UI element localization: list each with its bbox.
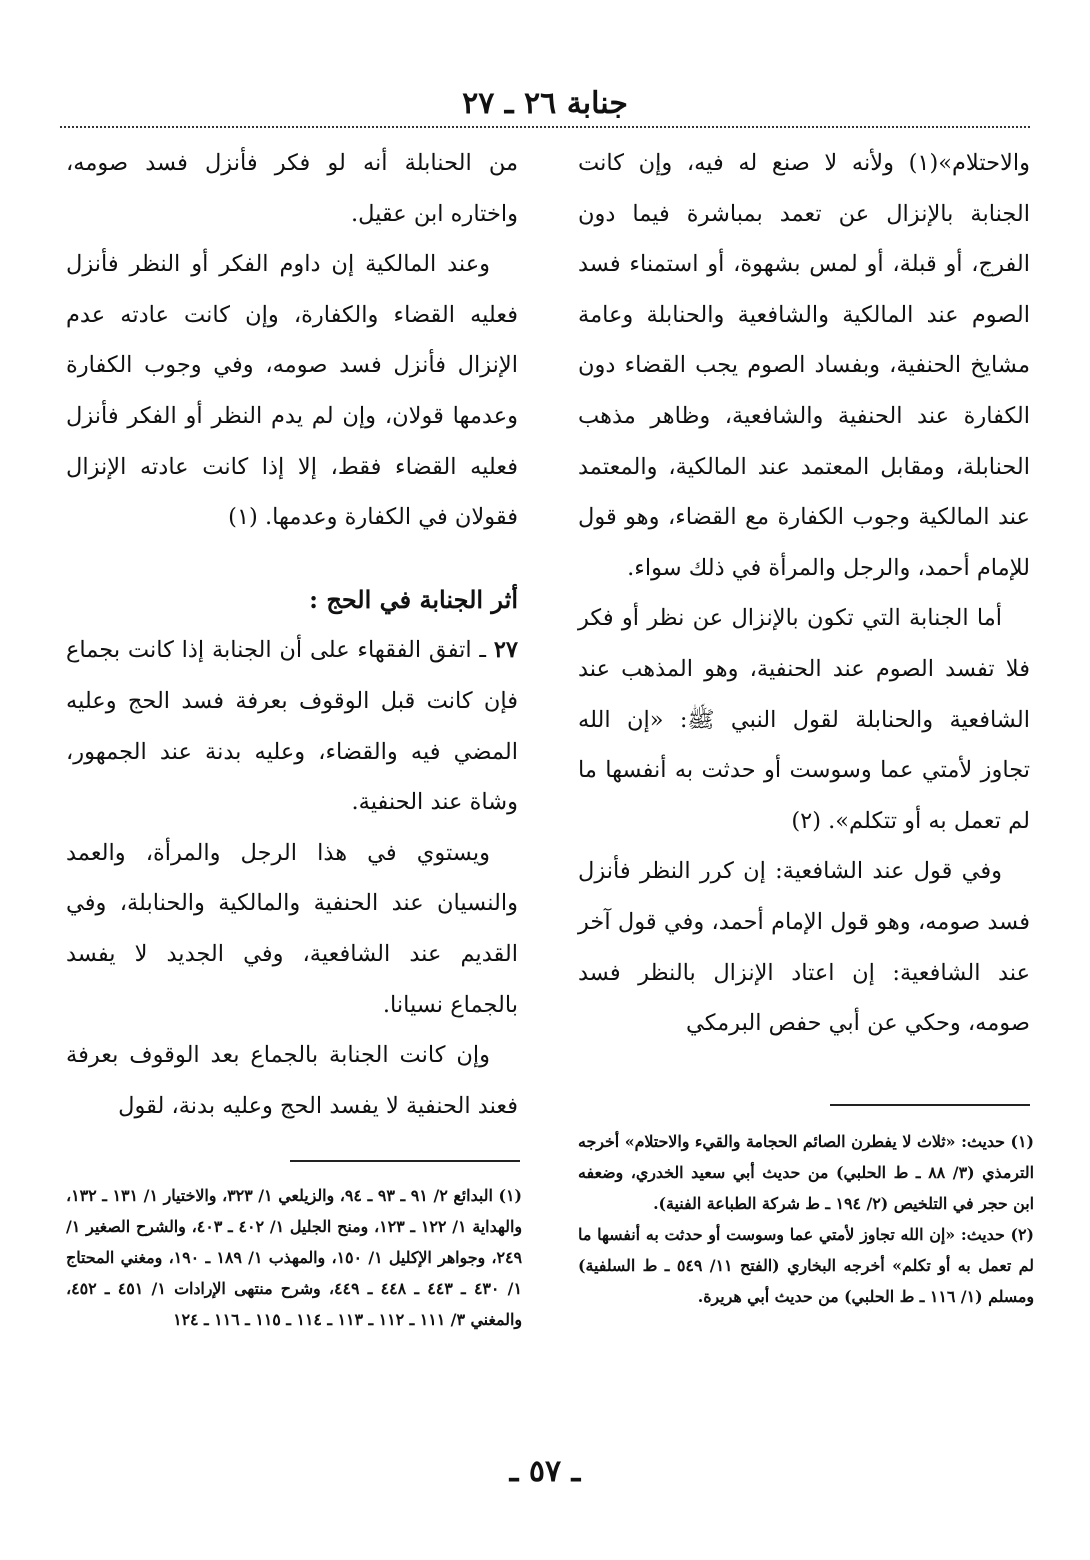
footnote-rule-left [290, 1160, 520, 1162]
section-heading: أثر الجنابة في الحج : [309, 584, 518, 614]
section-spacer [66, 543, 518, 575]
running-header: جنابة ٢٦ ـ ٢٧ [462, 86, 628, 121]
page-number: ـ ٥٧ ـ [509, 1454, 581, 1489]
footnote-rule-right [830, 1104, 1030, 1106]
footnote: (١) البدائع ٢/ ٩١ ـ ٩٣ ـ ٩٤، والزيلعي ١/ ٣٢٣، والاختيار ١/ ١٣١ ـ ١٣٢، والهداية ١/ ١٢٢ ـ ١٢٣، ومنح الجليل ١/ ٤٠٢ ـ ٤٠٣، والشرح الصغير ١/ ٢٤٩، وجواهر الإكليل ١/ ١٥٠، والمهذب ١/ ١٨٩ ـ ١٩٠، ومغني المحتاج ١/ ٤٣٠ ـ ٤٤٣ ـ ٤٤٨ ـ ٤٤٩، وشرح منتهى الإرادات ١/ ٤٥١ ـ ٤٥٢، والمغني ٣/ ١١١ ـ ١١٢ ـ ١١٣ ـ ١١٤ ـ ١١٥ ـ ١١٦ ـ ١٢٤ [66, 1186, 522, 1329]
paragraph: أما الجنابة التي تكون بالإنزال عن نظر أو فكر فلا تفسد الصوم عند الحنفية، وهو المذهب عند الشافعية والحنابلة لقول النبي ﷺ: «إن الله تجاوز لأمتي عما وسوست أو حدثت به أنفسها ما لم تعمل به أو تتكلم». (٢) [578, 605, 1030, 834]
section-number: ٢٧ [493, 637, 518, 664]
header-dotted-rule [60, 126, 1030, 128]
paragraph: من الحنابلة أنه لو فكر فأنزل فسد صومه، واختاره ابن عقيل. [66, 150, 518, 227]
footnotes-left [66, 1180, 522, 1335]
footnote: (١) حديث: «ثلاث لا يفطرن الصائم الحجامة والقيء والاحتلام» أخرجه الترمذي (٣/ ٨٨ ـ ط الحلبي) من حديث أبي سعيد الخدري، وضعفه ابن حجر في التلخيص (٢/ ١٩٤ ـ ط شركة الطباعة الفنية). [578, 1132, 1034, 1213]
paragraph: وعند المالكية إن داوم الفكر أو النظر فأنزل فعليه القضاء والكفارة، وإن كانت عادته عدم الإنزال فأنزل فسد صومه، وفي وجوب الكفارة وعدمها قولان، وإن لم يدم النظر أو الفكر فأنزل فعليه القضاء فقط، إلا إذا كانت عادته الإنزال فقولان في الكفارة وعدمها. (١) [66, 251, 518, 531]
paragraph: ويستوي في هذا الرجل والمرأة، والعمد والنسيان عند الحنفية والمالكية والحنابلة، وفي القديم عند الشافعية، وفي الجديد لا يفسد بالجماع نسيانا. [66, 839, 518, 1018]
left-column [66, 138, 518, 1131]
paragraph: وفي قول عند الشافعية: إن كرر النظر فأنزل فسد صومه، وهو قول الإمام أحمد، وفي قول آخر عند الشافعية: إن اعتاد الإنزال بالنظر فسد صومه، وحكي عن أبي حفص البرمكي [578, 858, 1030, 1037]
section-text: ـ اتفق الفقهاء على أن الجنابة إذا كانت بجماع فإن كانت قبل الوقوف بعرفة فسد الحج وعليه المضي فيه والقضاء، وعليه بدنة عند الجمهور، وشاة عند الحنفية. [66, 637, 518, 816]
paragraph: والاحتلام»(١) ولأنه لا صنع له فيه، وإن كانت الجنابة بالإنزال عن تعمد بمباشرة فيما دون الفرج، أو قبلة، أو لمس بشهوة، أو استمناء فسد الصوم عند المالكية والشافعية والحنابلة وعامة مشايخ الحنفية، وبفساد الصوم يجب القضاء دون الكفارة عند الحنفية والشافعية، وظاهر مذهب الحنابلة، ومقابل المعتمد عند المالكية، والمعتمد عند المالكية وجوب الكفارة مع القضاء، وهو قول للإمام أحمد، والرجل والمرأة في ذلك سواء. [578, 150, 1030, 581]
right-column [578, 138, 1030, 1049]
footnotes-right [578, 1126, 1034, 1312]
footnote: (٢) حديث: «إن الله تجاوز لأمتي عما وسوست أو حدثت به أنفسها ما لم تعمل به أو تكلم» أخرجه البخاري (الفتح ١١/ ٥٤٩ ـ ط السلفية) ومسلم (١/ ١١٦ ـ ط الحلبي) من حديث أبي هريرة. [578, 1225, 1034, 1306]
paragraph: وإن كانت الجنابة بالجماع بعد الوقوف بعرفة فعند الحنفية لا يفسد الحج وعليه بدنة، لقول [66, 1042, 518, 1119]
numbered-paragraph [66, 625, 518, 827]
